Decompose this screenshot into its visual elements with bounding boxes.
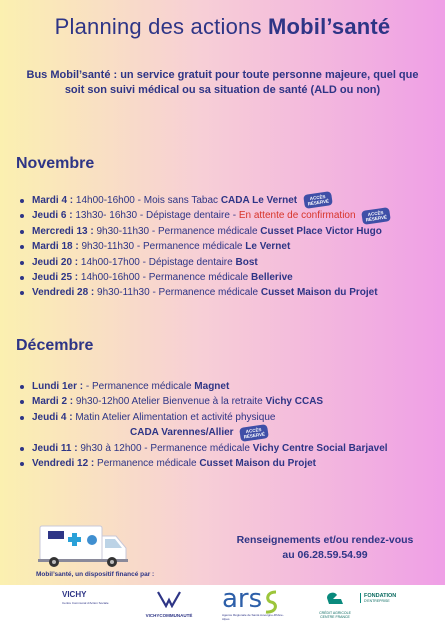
funded-by-label: Mobil’santé, un dispositif financé par : (36, 571, 155, 578)
ars-swirl-icon (262, 589, 280, 615)
logo-ars (222, 585, 284, 621)
logo-fondation-subtext: D’ENTREPRISE (364, 599, 390, 603)
page-title: Planning des actions Mobil’santé (54, 14, 391, 39)
list-item: Jeudi 4 : Matin Atelier Alimentation et activité physique (18, 410, 388, 425)
logo-ars-text: ars (222, 584, 263, 614)
contact-phone: au 06.28.59.54.99 (282, 549, 368, 561)
logo-vichy-ccas (62, 590, 122, 605)
list-item: Lundi 1er : - Permanence médicale Magnet (18, 379, 388, 394)
logo-vichy-communaute-text: VICHYCOMMUNAUTÉ (145, 613, 193, 618)
contact-line: Renseignements et/ou rendez-vous (236, 534, 414, 546)
logo-vichy-text: VICHY (62, 590, 87, 599)
subtitle: Bus Mobil’santé : un service gratuit pour toute personne majeure, quel que soit son suivi médical ou sa situation de santé (ALD ou non) (26, 69, 419, 96)
logo-ars-subtext: Agence Régionale de Santé Auvergne-Rhône-Alpes (222, 613, 284, 621)
bus-illustration (38, 522, 130, 568)
vichy-communaute-mark-icon (156, 590, 182, 608)
reserved-access-badge: ACCÈS RÉSERVÉ (362, 207, 392, 225)
list-item: Mardi 4 : 14h00-16h00 - Mois sans Tabac CADA Le Vernet ACCÈS RÉSERVÉ (18, 193, 390, 208)
month-heading-november: Novembre (16, 155, 95, 172)
sponsor-logos-bar (0, 585, 445, 625)
logo-vichy-communaute (140, 590, 198, 618)
list-item: Jeudi 6 : 13h30- 16h30 - Dépistage dentaire - En attente de confirmation ACCÈS RÉSERVÉ (18, 208, 390, 223)
november-list (18, 193, 390, 301)
list-item: Mercredi 13 : 9h30-11h30 - Permanence médicale Cusset Place Victor Hugo (18, 224, 390, 239)
list-item: Vendredi 28 : 9h30-11h30 - Permanence médicale Cusset Maison du Projet (18, 285, 390, 300)
list-item: Mardi 2 : 9h30-12h00 Atelier Bienvenue à la retraite Vichy CCAS (18, 394, 388, 409)
list-item: Jeudi 11 : 9h30 à 12h00 - Permanence médicale Vichy Centre Social Barjavel (18, 441, 388, 456)
list-item: Mardi 18 : 9h30-11h30 - Permanence médicale Le Vernet (18, 239, 390, 254)
logo-credit-agricole (312, 590, 358, 619)
list-item: Jeudi 20 : 14h00-17h00 - Dépistage dentaire Bost (18, 255, 390, 270)
logo-fondation (360, 593, 424, 603)
reserved-access-badge: ACCÈS RÉSERVÉ (240, 424, 270, 442)
list-item: Jeudi 25 : 14h00-16h00 - Permanence médicale Bellerive (18, 270, 390, 285)
logo-vichy-subtext: Centre Communal d’Action Sociale (62, 601, 109, 605)
credit-agricole-mark-icon (325, 590, 345, 606)
list-item: Vendredi 12 : Permanence médicale Cusset Maison du Projet (18, 456, 388, 471)
month-heading-december: Décembre (16, 337, 94, 354)
contact-info (215, 533, 435, 563)
december-list (18, 379, 388, 471)
logo-fondation-text: FONDATION (364, 593, 397, 599)
logo-credit-agricole-text: CRÉDIT AGRICOLE CENTRE FRANCE (319, 611, 351, 619)
list-item-continuation: CADA Varennes/Allier ACCÈS RÉSERVÉ (18, 425, 388, 440)
reserved-access-badge: ACCÈS RÉSERVÉ (303, 191, 333, 209)
